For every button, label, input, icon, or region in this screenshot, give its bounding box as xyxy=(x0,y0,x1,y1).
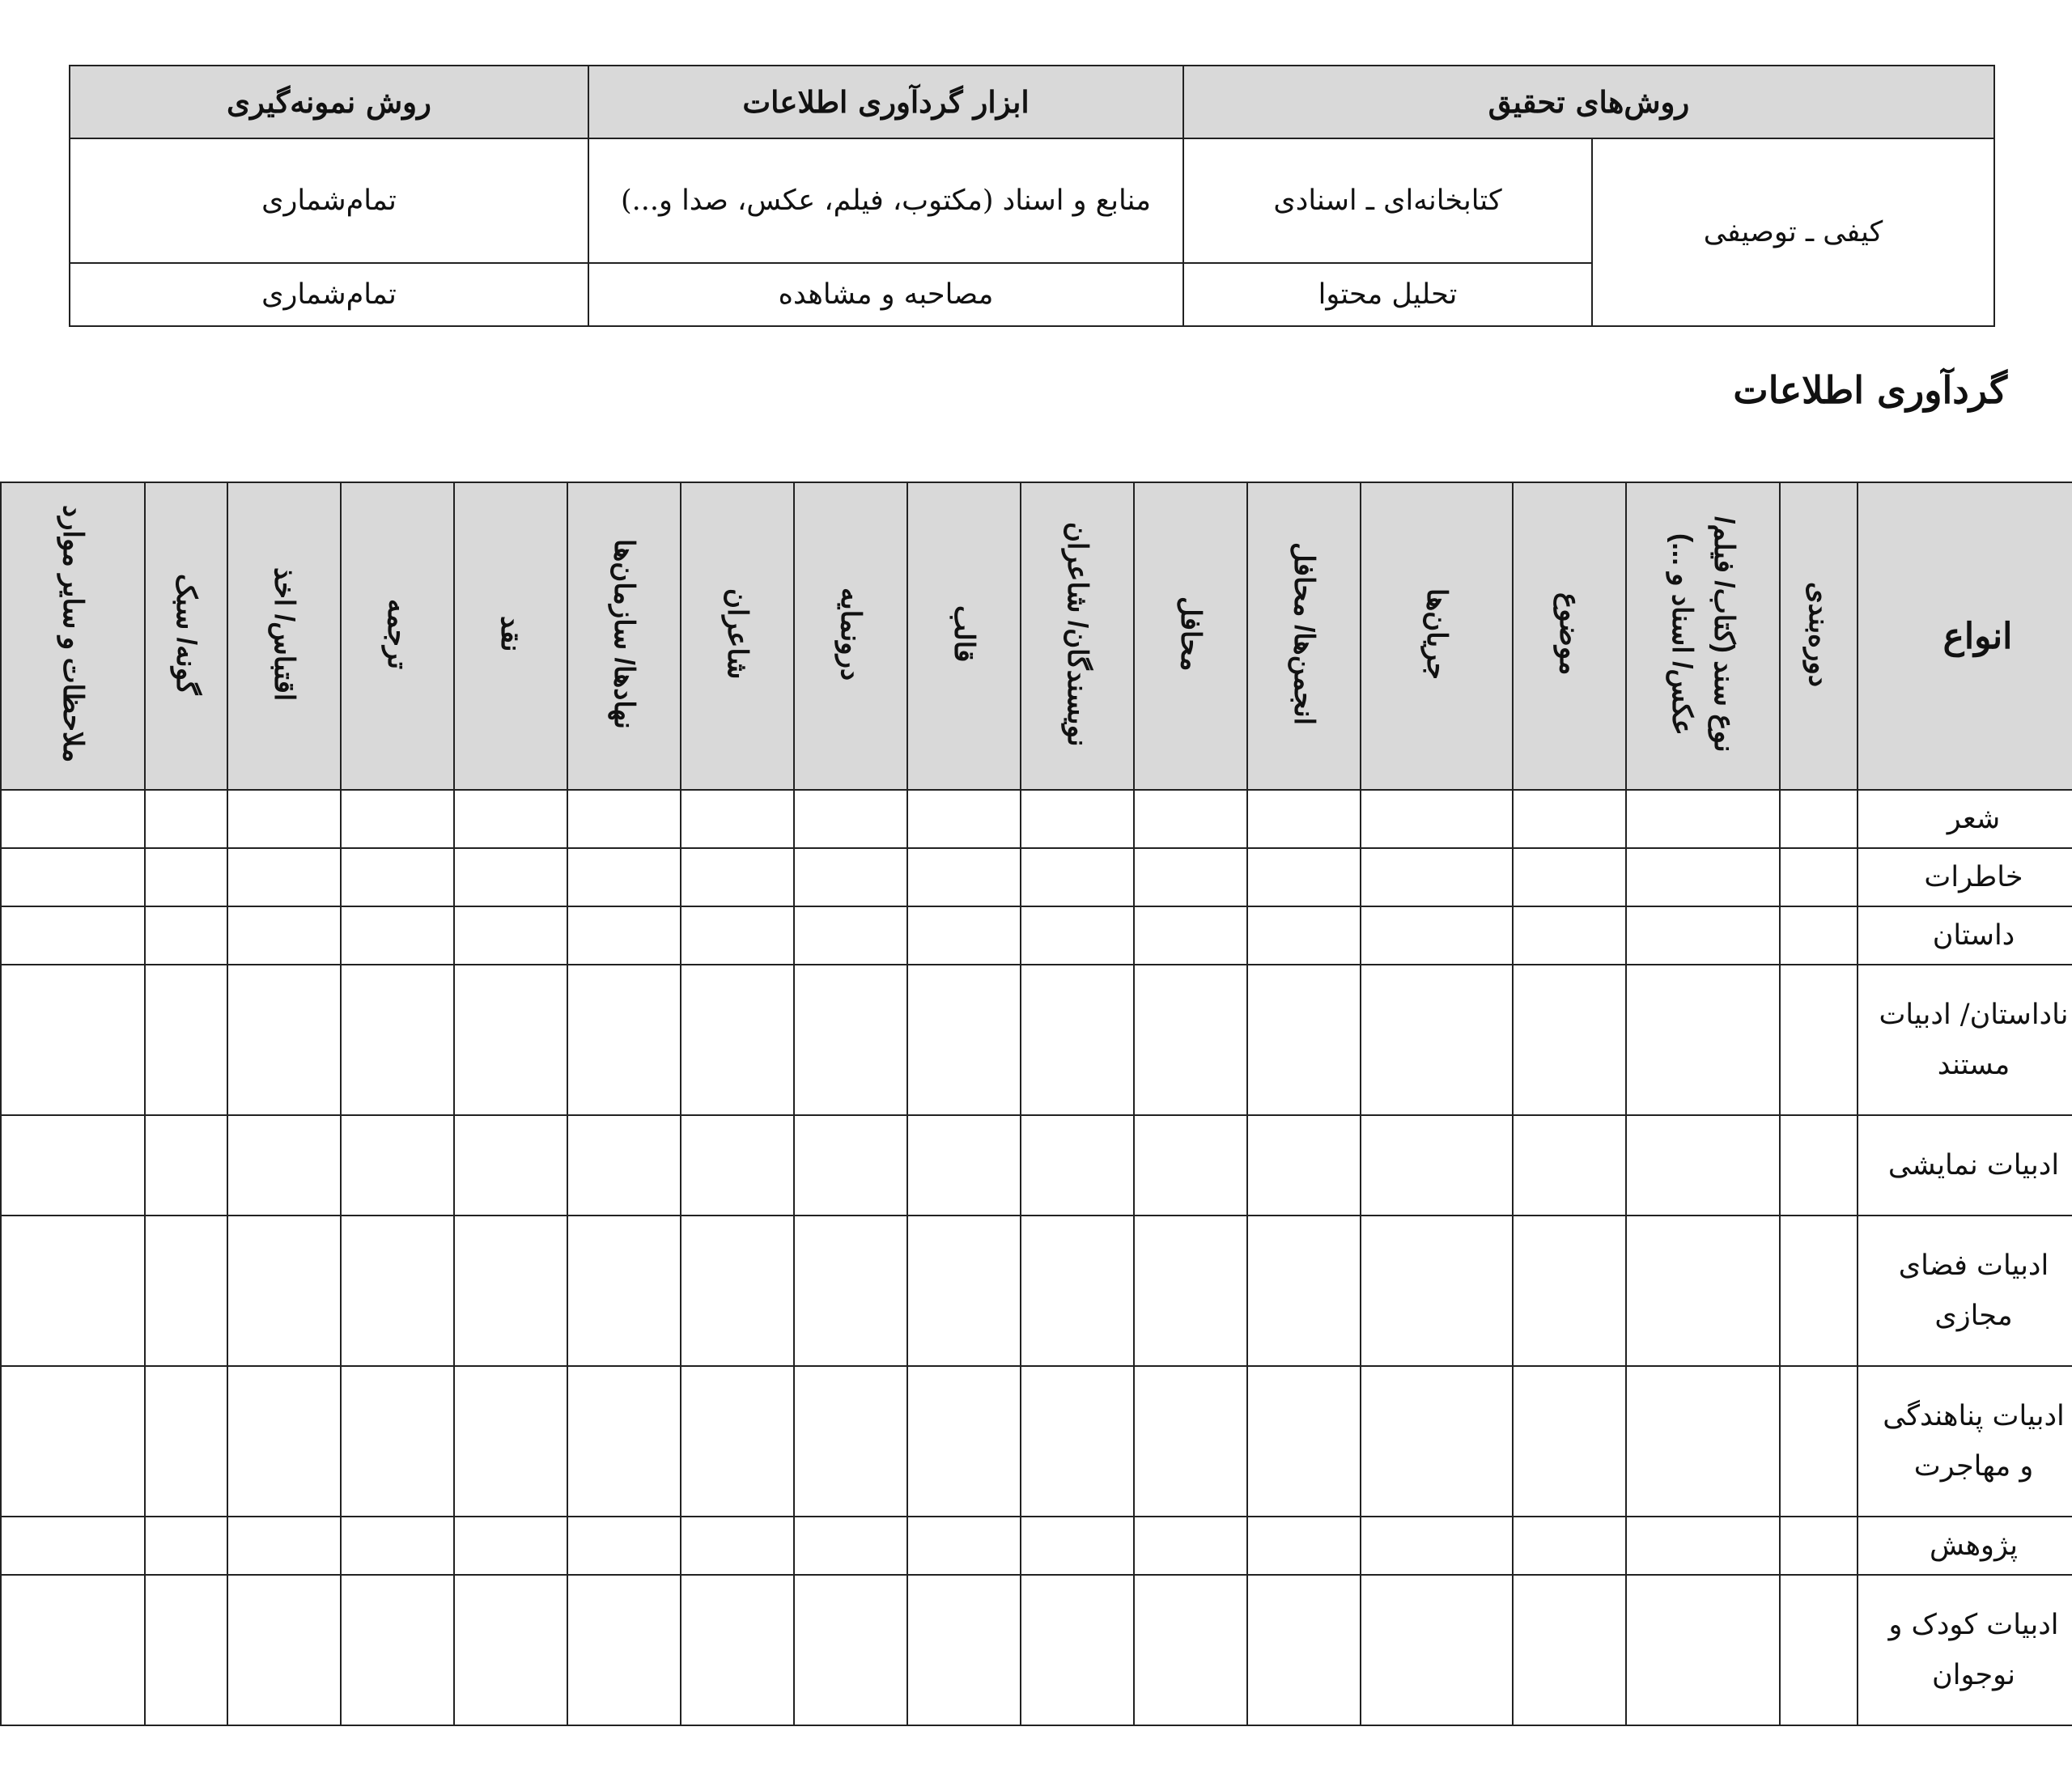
empty-cell[interactable] xyxy=(145,1517,227,1575)
empty-cell[interactable] xyxy=(681,965,794,1115)
empty-cell[interactable] xyxy=(1361,965,1513,1115)
row-type-label: داستان xyxy=(1858,906,2072,965)
empty-cell[interactable] xyxy=(794,790,907,848)
empty-cell[interactable] xyxy=(1134,1575,1247,1725)
empty-cell[interactable] xyxy=(681,848,794,906)
empty-cell[interactable] xyxy=(1247,848,1361,906)
empty-cell[interactable] xyxy=(454,848,567,906)
empty-cell[interactable] xyxy=(1780,1575,1858,1725)
row-type-label: پژوهش xyxy=(1858,1517,2072,1575)
empty-cell[interactable] xyxy=(1626,906,1780,965)
empty-cell[interactable] xyxy=(1021,848,1134,906)
empty-cell[interactable] xyxy=(567,906,681,965)
empty-cell[interactable] xyxy=(681,906,794,965)
row-type-label: شعر xyxy=(1858,790,2072,848)
empty-cell[interactable] xyxy=(1626,1575,1780,1725)
empty-cell[interactable] xyxy=(1134,965,1247,1115)
empty-cell[interactable] xyxy=(1021,1366,1134,1517)
empty-cell[interactable] xyxy=(1,790,145,848)
research-approach-cell: کیفی ـ توصیفی xyxy=(1592,138,1994,326)
column-header xyxy=(1513,482,1626,790)
empty-cell[interactable] xyxy=(1,1366,145,1517)
empty-cell[interactable] xyxy=(1780,790,1858,848)
empty-cell[interactable] xyxy=(907,1517,1021,1575)
empty-cell[interactable] xyxy=(1021,1115,1134,1216)
column-header-label: ترجمه xyxy=(382,598,413,670)
column-header xyxy=(1780,482,1858,790)
empty-cell[interactable] xyxy=(1247,965,1361,1115)
empty-cell[interactable] xyxy=(1626,1517,1780,1575)
empty-cell[interactable] xyxy=(341,1575,454,1725)
column-header-label: نقد xyxy=(495,616,526,652)
empty-cell[interactable] xyxy=(1247,1115,1361,1216)
tool-cell: مصاحبه و مشاهده xyxy=(588,263,1183,326)
header-sampling-method: روش نمونه‌گیری xyxy=(70,66,588,138)
empty-cell[interactable] xyxy=(1,1575,145,1725)
empty-cell[interactable] xyxy=(145,1115,227,1216)
column-header-label: نوع سند (کتاب/ فیلم/ عکس/ اسناد و ...) xyxy=(1667,515,1739,753)
empty-cell[interactable] xyxy=(567,965,681,1115)
empty-cell[interactable] xyxy=(454,906,567,965)
method-cell: تحلیل محتوا xyxy=(1183,263,1592,326)
empty-cell[interactable] xyxy=(454,790,567,848)
empty-cell[interactable] xyxy=(1247,1575,1361,1725)
column-header-label: ملاحظات و سایر موارد xyxy=(57,505,88,763)
column-header-label: شاعران xyxy=(722,588,753,680)
empty-cell[interactable] xyxy=(1134,790,1247,848)
table-row xyxy=(1,1517,2072,1575)
sampling-cell: تمام‌شماری xyxy=(70,263,588,326)
column-header xyxy=(1247,482,1361,790)
empty-cell[interactable] xyxy=(681,1115,794,1216)
empty-cell[interactable] xyxy=(907,1115,1021,1216)
empty-cell[interactable] xyxy=(1021,790,1134,848)
empty-cell[interactable] xyxy=(1780,1517,1858,1575)
empty-cell[interactable] xyxy=(227,1115,341,1216)
empty-cell[interactable] xyxy=(1,1517,145,1575)
empty-cell[interactable] xyxy=(1,1115,145,1216)
empty-cell[interactable] xyxy=(681,1216,794,1366)
empty-cell[interactable] xyxy=(1513,1115,1626,1216)
empty-cell[interactable] xyxy=(1513,1366,1626,1517)
empty-cell[interactable] xyxy=(907,906,1021,965)
column-header-label: جریان‌ها xyxy=(1421,588,1452,680)
data-collection-table xyxy=(0,482,2072,1726)
column-header-label: انجمن‌ها/ محافل xyxy=(1289,542,1319,726)
empty-cell[interactable] xyxy=(454,1115,567,1216)
empty-cell[interactable] xyxy=(794,848,907,906)
empty-cell[interactable] xyxy=(681,1366,794,1517)
empty-cell[interactable] xyxy=(145,848,227,906)
empty-cell[interactable] xyxy=(1361,1115,1513,1216)
empty-cell[interactable] xyxy=(794,1517,907,1575)
column-header xyxy=(145,482,227,790)
empty-cell[interactable] xyxy=(227,1575,341,1725)
empty-cell[interactable] xyxy=(1021,1517,1134,1575)
column-header xyxy=(227,482,341,790)
empty-cell[interactable] xyxy=(1513,1216,1626,1366)
empty-cell[interactable] xyxy=(907,1216,1021,1366)
empty-cell[interactable] xyxy=(794,1366,907,1517)
empty-cell[interactable] xyxy=(1361,790,1513,848)
empty-cell[interactable] xyxy=(1134,1115,1247,1216)
empty-cell[interactable] xyxy=(907,965,1021,1115)
empty-cell[interactable] xyxy=(1,965,145,1115)
empty-cell[interactable] xyxy=(794,965,907,1115)
empty-cell[interactable] xyxy=(794,1216,907,1366)
row-type-label: ادبیات فضای مجازی xyxy=(1858,1216,2072,1366)
empty-cell[interactable] xyxy=(1361,1366,1513,1517)
column-header xyxy=(1626,482,1780,790)
empty-cell[interactable] xyxy=(681,1517,794,1575)
empty-cell[interactable] xyxy=(227,965,341,1115)
empty-cell[interactable] xyxy=(567,1366,681,1517)
empty-cell[interactable] xyxy=(1626,1115,1780,1216)
empty-cell[interactable] xyxy=(794,906,907,965)
empty-cell[interactable] xyxy=(1,906,145,965)
empty-cell[interactable] xyxy=(681,790,794,848)
column-header-label: درونمایه xyxy=(835,587,866,681)
empty-cell[interactable] xyxy=(454,965,567,1115)
column-header xyxy=(567,482,681,790)
row-type-label: ادبیات پناهندگی و مهاجرت xyxy=(1858,1366,2072,1517)
column-header-label: اقتباس/ اخذ xyxy=(269,566,299,702)
empty-cell[interactable] xyxy=(1247,1517,1361,1575)
empty-cell[interactable] xyxy=(907,1575,1021,1725)
row-type-label: ادبیات نمایشی xyxy=(1858,1115,2072,1216)
empty-cell[interactable] xyxy=(145,1575,227,1725)
table-row xyxy=(1,1216,2072,1366)
empty-cell[interactable] xyxy=(1,848,145,906)
empty-cell[interactable] xyxy=(227,790,341,848)
header-data-collection-tools: ابزار گردآوری اطلاعات xyxy=(588,66,1183,138)
table-row xyxy=(1,906,2072,965)
empty-cell[interactable] xyxy=(1247,1366,1361,1517)
empty-cell[interactable] xyxy=(227,906,341,965)
methods-header-row xyxy=(70,66,1994,138)
empty-cell[interactable] xyxy=(1513,906,1626,965)
column-header xyxy=(1021,482,1134,790)
column-header xyxy=(794,482,907,790)
empty-cell[interactable] xyxy=(1513,1575,1626,1725)
empty-cell[interactable] xyxy=(907,790,1021,848)
method-cell: کتابخانه‌ای ـ اسنادی xyxy=(1183,138,1592,263)
empty-cell[interactable] xyxy=(1626,1216,1780,1366)
empty-cell[interactable] xyxy=(341,1517,454,1575)
empty-cell[interactable] xyxy=(145,906,227,965)
empty-cell[interactable] xyxy=(1021,965,1134,1115)
column-header-label: قالب xyxy=(949,605,979,663)
empty-cell[interactable] xyxy=(1626,848,1780,906)
empty-cell[interactable] xyxy=(1134,1517,1247,1575)
empty-cell[interactable] xyxy=(1780,1216,1858,1366)
empty-cell[interactable] xyxy=(227,1517,341,1575)
empty-cell[interactable] xyxy=(1247,790,1361,848)
empty-cell[interactable] xyxy=(567,1575,681,1725)
empty-cell[interactable] xyxy=(567,1115,681,1216)
empty-cell[interactable] xyxy=(1780,1366,1858,1517)
empty-cell[interactable] xyxy=(794,1575,907,1725)
column-header xyxy=(454,482,567,790)
empty-cell[interactable] xyxy=(454,1216,567,1366)
empty-cell[interactable] xyxy=(1626,790,1780,848)
empty-cell[interactable] xyxy=(907,1366,1021,1517)
empty-cell[interactable] xyxy=(341,1366,454,1517)
column-header xyxy=(1361,482,1513,790)
table-row xyxy=(1,965,2072,1115)
empty-cell[interactable] xyxy=(1,1216,145,1366)
empty-cell[interactable] xyxy=(1021,906,1134,965)
empty-cell[interactable] xyxy=(1361,1216,1513,1366)
empty-cell[interactable] xyxy=(1513,965,1626,1115)
table-row xyxy=(1,848,2072,906)
empty-cell[interactable] xyxy=(341,1216,454,1366)
empty-cell[interactable] xyxy=(1134,1366,1247,1517)
empty-cell[interactable] xyxy=(907,848,1021,906)
column-header-label: نهادها/ سازمان‌ها xyxy=(609,539,639,729)
empty-cell[interactable] xyxy=(567,1216,681,1366)
sampling-cell: تمام‌شماری xyxy=(70,138,588,263)
empty-cell[interactable] xyxy=(454,1366,567,1517)
empty-cell[interactable] xyxy=(454,1575,567,1725)
empty-cell[interactable] xyxy=(1780,965,1858,1115)
empty-cell[interactable] xyxy=(1626,1366,1780,1517)
tool-cell: منابع و اسناد (مکتوب، فیلم، عکس، صدا و...) xyxy=(588,138,1183,263)
column-header-label: نویسندگان/ شاعران xyxy=(1062,521,1093,747)
empty-cell[interactable] xyxy=(145,1216,227,1366)
section-title: گردآوری اطلاعات xyxy=(1733,368,2007,412)
empty-cell[interactable] xyxy=(1513,790,1626,848)
column-header xyxy=(681,482,794,790)
empty-cell[interactable] xyxy=(1361,1517,1513,1575)
empty-cell[interactable] xyxy=(1021,1575,1134,1725)
empty-cell[interactable] xyxy=(567,848,681,906)
empty-cell[interactable] xyxy=(1134,1216,1247,1366)
column-header-label: گونه/ سبک xyxy=(171,573,202,695)
table-row xyxy=(1,1366,2072,1517)
empty-cell[interactable] xyxy=(145,1366,227,1517)
collection-header-row xyxy=(1,482,2072,790)
table-row xyxy=(1,1575,2072,1725)
table-row xyxy=(1,1115,2072,1216)
empty-cell[interactable] xyxy=(145,965,227,1115)
column-header xyxy=(1134,482,1247,790)
empty-cell[interactable] xyxy=(227,848,341,906)
empty-cell[interactable] xyxy=(1247,906,1361,965)
empty-cell[interactable] xyxy=(1780,1115,1858,1216)
header-research-methods: روش‌های تحقیق xyxy=(1183,66,1994,138)
empty-cell[interactable] xyxy=(341,965,454,1115)
row-type-label: ناداستان/ ادبیات مستند xyxy=(1858,965,2072,1115)
empty-cell[interactable] xyxy=(1513,1517,1626,1575)
empty-cell[interactable] xyxy=(341,1115,454,1216)
empty-cell[interactable] xyxy=(1134,848,1247,906)
empty-cell[interactable] xyxy=(681,1575,794,1725)
column-header-label: موضوع xyxy=(1554,592,1585,676)
table-row xyxy=(1,790,2072,848)
empty-cell[interactable] xyxy=(1626,965,1780,1115)
empty-cell[interactable] xyxy=(341,906,454,965)
empty-cell[interactable] xyxy=(1247,1216,1361,1366)
empty-cell[interactable] xyxy=(227,1366,341,1517)
empty-cell[interactable] xyxy=(1361,906,1513,965)
empty-cell[interactable] xyxy=(1780,848,1858,906)
empty-cell[interactable] xyxy=(454,1517,567,1575)
row-type-label: ادبیات کودک و نوجوان xyxy=(1858,1575,2072,1725)
empty-cell[interactable] xyxy=(1513,848,1626,906)
empty-cell[interactable] xyxy=(227,1216,341,1366)
empty-cell[interactable] xyxy=(567,790,681,848)
empty-cell[interactable] xyxy=(1780,906,1858,965)
empty-cell[interactable] xyxy=(1361,848,1513,906)
column-header-label: محافل xyxy=(1175,596,1206,672)
column-header-label: دوره‌بندی xyxy=(1803,581,1834,687)
column-header xyxy=(341,482,454,790)
row-type-label: خاطرات xyxy=(1858,848,2072,906)
empty-cell[interactable] xyxy=(1134,906,1247,965)
empty-cell[interactable] xyxy=(794,1115,907,1216)
research-methods-table xyxy=(69,65,1995,327)
header-types: انواع xyxy=(1858,482,2072,790)
empty-cell[interactable] xyxy=(1021,1216,1134,1366)
empty-cell[interactable] xyxy=(1361,1575,1513,1725)
empty-cell[interactable] xyxy=(567,1517,681,1575)
column-header xyxy=(1,482,145,790)
empty-cell[interactable] xyxy=(341,848,454,906)
methods-row xyxy=(70,138,1994,263)
column-header xyxy=(907,482,1021,790)
empty-cell[interactable] xyxy=(145,790,227,848)
empty-cell[interactable] xyxy=(341,790,454,848)
